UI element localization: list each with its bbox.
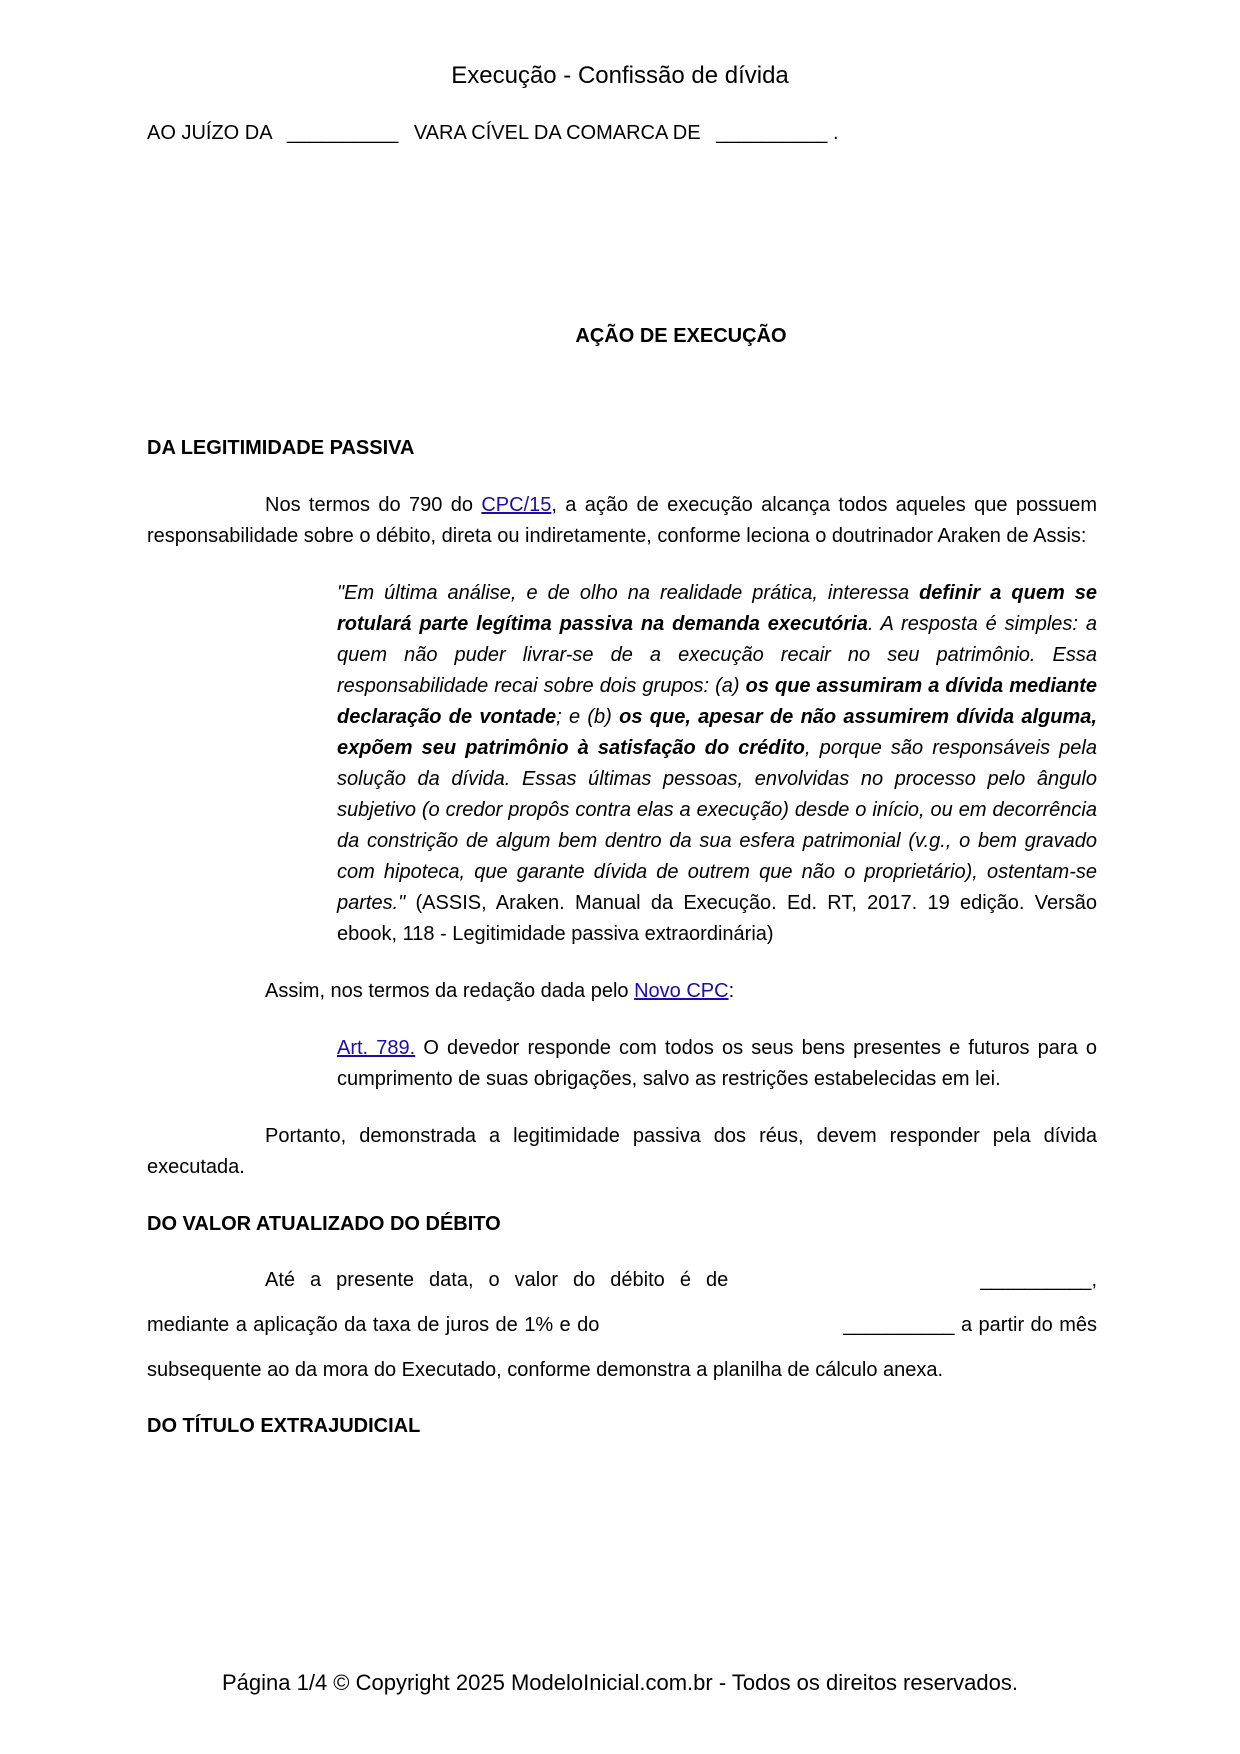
para1-after: , a ação de execução alcança todos aqueles que possuem responsabilidade sobre o débito, direta ou indiretamente, conforme leciona o doutrinador Araken de Assis: xyxy=(147,494,1097,547)
quote-part-4: , porque são responsáveis pela solução da dívida. Essas últimas pessoas, envolvidas no processo pelo ângulo subjetivo (o credor propôs contra elas a execução) desde o início, ou em decorrência da constrição de algum bem dentro da sua esfera patrimonial (v.g., o bem gravado com hipoteca, que garante dívida de outrem que não o proprietário), ostentam-se partes." xyxy=(337,737,1097,914)
addressee-line xyxy=(147,118,1097,149)
para2-before: Assim, nos termos da redação dada pelo xyxy=(265,980,635,1002)
addressee-middle: VARA CÍVEL DA COMARCA DE xyxy=(413,122,701,144)
article-789-quote xyxy=(337,1033,1097,1095)
novo-cpc-link[interactable]: Novo CPC xyxy=(634,980,729,1002)
para1-before: Nos termos do 790 do xyxy=(265,494,482,516)
section-heading-valor: DO VALOR ATUALIZADO DO DÉBITO xyxy=(147,1213,501,1235)
section-heading-titulo: DO TÍTULO EXTRAJUDICIAL xyxy=(147,1415,421,1437)
section-heading-legitimidade: DA LEGITIMIDADE PASSIVA xyxy=(147,437,415,459)
quote-part-2: . A resposta é simples: a quem não puder livrar-se de a execução recair no seu patrimônio. Essa responsabilidade recai sobre dois grupos: (a) xyxy=(337,613,1097,697)
valor-part-3: a partir do mês subsequente ao da mora do Executado, conforme demonstra a planilha de cálculo anexa. xyxy=(147,1314,1097,1381)
addressee-prefix: AO JUÍZO DA xyxy=(147,122,272,144)
addressee-blank-district: __________ xyxy=(716,122,828,144)
article-789-text: O devedor responde com todos os seus bens presentes e futuros para o cumprimento de suas obrigações, salvo as restrições estabelecidas em lei. xyxy=(337,1037,1097,1090)
paragraph-valor-debito xyxy=(147,1258,1097,1393)
valor-blank-index: __________ xyxy=(843,1314,955,1336)
cpc15-link[interactable]: CPC/15 xyxy=(481,494,552,516)
art-789-link[interactable]: Art. 789. xyxy=(337,1037,416,1059)
document-body xyxy=(147,118,1097,1442)
quote-bold-1: definir a quem se rotulará parte legítima passiva na demanda executória xyxy=(337,582,1097,635)
page-footer: Página 1/4 © Copyright 2025 ModeloInicial.com.br - Todos os direitos reservados. xyxy=(222,1670,1018,1695)
quote-bold-2: os que assumiram a dívida mediante declaração de vontade xyxy=(337,675,1098,728)
valor-part-2: , mediante a aplicação da taxa de juros de 1% e do xyxy=(147,1269,1097,1336)
para2-after: : xyxy=(728,980,735,1002)
quote-citation: (ASSIS, Araken. Manual da Execução. Ed. RT, 2017. 19 edição. Versão ebook, 118 - Legitimidade passiva extraordinária) xyxy=(337,892,1097,945)
valor-blank-amount: __________ xyxy=(980,1269,1092,1291)
addressee-suffix: . xyxy=(832,122,839,144)
document-title: AÇÃO DE EXECUÇÃO xyxy=(575,325,787,347)
quote-part-3: ; e (b) xyxy=(556,706,620,728)
paragraph-legitimidade-intro xyxy=(147,490,1097,552)
doctrine-quote xyxy=(337,578,1097,950)
quote-bold-3: os que, apesar de não assumirem dívida alguma, expõem seu patrimônio à satisfação do crédito xyxy=(337,706,1097,759)
page-header-title: Execução - Confissão de dívida xyxy=(451,62,789,89)
quote-part-1: "Em última análise, e de olho na realidade prática, interessa xyxy=(337,582,920,604)
paragraph-novo-cpc xyxy=(147,976,1097,1007)
paragraph-conclusion: Portanto, demonstrada a legitimidade passiva dos réus, devem responder pela dívida executada. xyxy=(147,1125,1097,1178)
addressee-blank-court: __________ xyxy=(287,122,399,144)
valor-part-1: Até a presente data, o valor do débito é de xyxy=(265,1269,729,1291)
